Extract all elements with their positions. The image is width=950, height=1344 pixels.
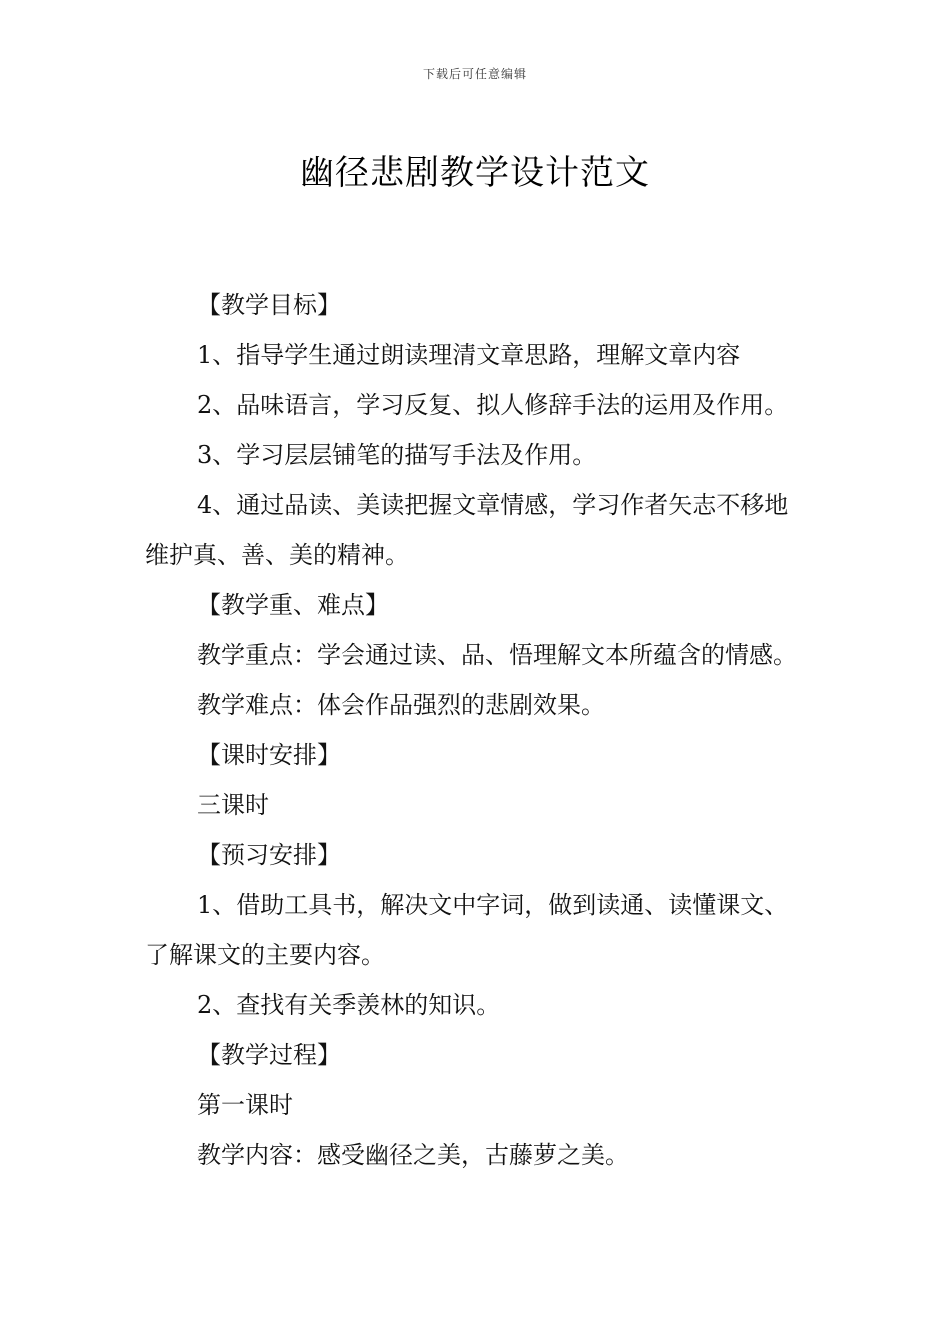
objective-item-3: 3、学习层层铺笔的描写手法及作用。 [197, 441, 597, 469]
section-heading-preview: 【预习安排】 [197, 841, 341, 869]
document-title: 幽径悲剧教学设计范文 [300, 152, 650, 193]
section-heading-objectives: 【教学目标】 [197, 291, 341, 319]
objective-item-1: 1、指导学生通过朗读理清文章思路，理解文章内容 [197, 341, 741, 369]
schedule-paragraph: 三课时 [197, 791, 269, 819]
preview-item-1: 1、借助工具书，解决文中字词，做到读通、读懂课文、了解课文的主要内容。 [145, 891, 789, 969]
lesson-content-paragraph: 教学内容：感受幽径之美，古藤萝之美。 [197, 1141, 629, 1169]
difficulty-paragraph: 教学难点：体会作品强烈的悲剧效果。 [197, 691, 605, 719]
section-heading-process: 【教学过程】 [197, 1041, 341, 1069]
preview-item-2: 2、查找有关季羡林的知识。 [197, 991, 501, 1019]
section-heading-schedule: 【课时安排】 [197, 741, 341, 769]
section-heading-key-points: 【教学重、难点】 [197, 591, 389, 619]
key-point-paragraph: 教学重点：学会通过读、品、悟理解文本所蕴含的情感。 [197, 641, 797, 669]
lesson-label: 第一课时 [197, 1091, 293, 1119]
objective-item-2: 2、品味语言，学习反复、拟人修辞手法的运用及作用。 [197, 391, 789, 419]
document-body [145, 280, 810, 1180]
objective-item-4: 4、通过品读、美读把握文章情感，学习作者矢志不移地维护真、善、美的精神。 [145, 491, 789, 569]
page-header-note: 下载后可任意编辑 [422, 67, 527, 81]
